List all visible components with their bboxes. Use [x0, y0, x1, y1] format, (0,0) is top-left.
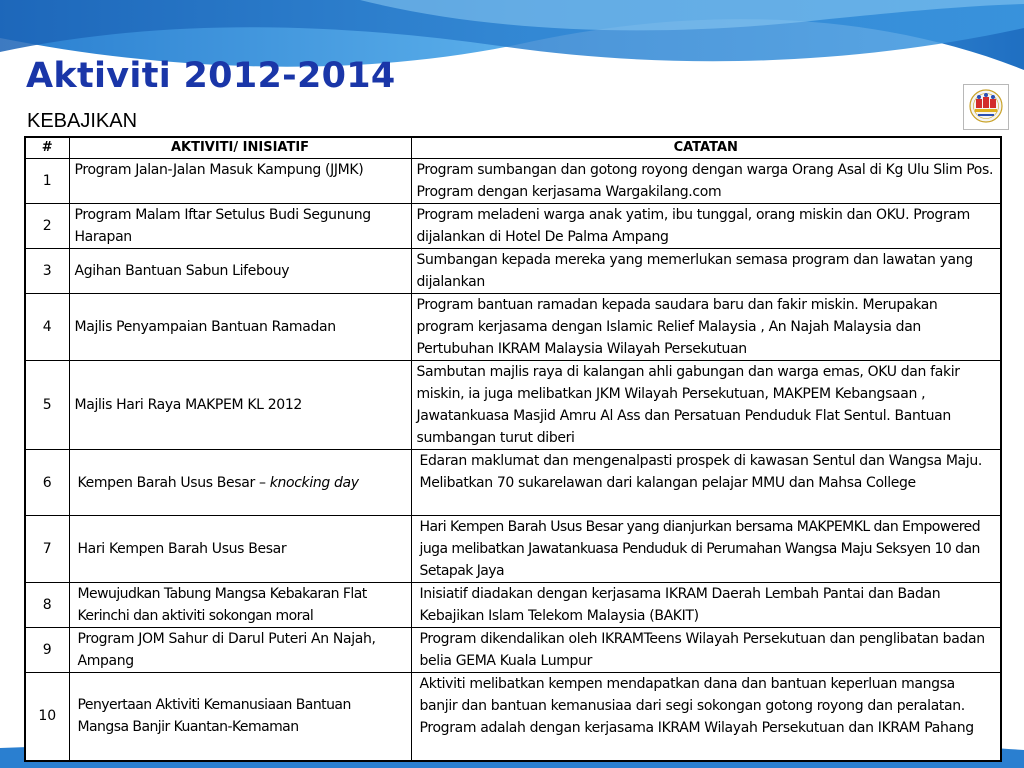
row-activity: Penyertaan Aktiviti Kemanusiaan Bantuan Mangsa Banjir Kuantan-Kemaman — [69, 673, 411, 761]
column-header-notes: CATATAN — [411, 137, 1001, 159]
row-activity: Agihan Bantuan Sabun Lifebouy — [69, 249, 411, 294]
row-activity: Program JOM Sahur di Darul Puteri An Najah, Ampang — [69, 628, 411, 673]
row-activity — [69, 450, 411, 516]
table-row — [25, 673, 1001, 761]
table-row — [25, 628, 1001, 673]
table-row — [25, 204, 1001, 249]
row-activity-emphasis: knocking day — [269, 474, 359, 491]
row-notes: Program meladeni warga anak yatim, ibu tunggal, orang miskin dan OKU. Program dijalankan di Hotel De Palma Ampang — [411, 204, 1001, 249]
table-row — [25, 249, 1001, 294]
row-number: 6 — [25, 450, 69, 516]
row-activity: Program Jalan-Jalan Masuk Kampung (JJMK) — [69, 159, 411, 204]
row-number: 3 — [25, 249, 69, 294]
table-row — [25, 450, 1001, 516]
row-activity: Mewujudkan Tabung Mangsa Kebakaran Flat Kerinchi dan aktiviti sokongan moral — [69, 583, 411, 628]
section-subtitle: KEBAJIKAN — [27, 110, 138, 132]
row-activity: Majlis Hari Raya MAKPEM KL 2012 — [69, 361, 411, 450]
row-number: 7 — [25, 516, 69, 583]
row-notes: Program dikendalikan oleh IKRAMTeens Wilayah Persekutuan dan penglibatan badan belia GEMA Kuala Lumpur — [411, 628, 1001, 673]
organization-logo-icon — [963, 84, 1009, 130]
row-number: 10 — [25, 673, 69, 761]
table-row — [25, 583, 1001, 628]
row-notes: Program bantuan ramadan kepada saudara baru dan fakir miskin. Merupakan program kerjasama dengan Islamic Relief Malaysia , An Najah Malaysia dan Pertubuhan IKRAM Malaysia Wilayah Persekutuan — [411, 294, 1001, 361]
row-notes: Sambutan majlis raya di kalangan ahli gabungan dan warga emas, OKU dan fakir miskin, ia juga melibatkan JKM Wilayah Persekutuan, MAKPEM Kebangsaan , Jawatankuasa Masjid Amru Al Ass dan Persatuan Penduduk Flat Sentul. Bantuan sumbangan turut diberi — [411, 361, 1001, 450]
row-number: 2 — [25, 204, 69, 249]
row-notes: Sumbangan kepada mereka yang memerlukan semasa program dan lawatan yang dijalankan — [411, 249, 1001, 294]
row-activity-text: Kempen Barah Usus Besar – — [77, 474, 270, 491]
column-header-activity: AKTIVITI/ INISIATIF — [69, 137, 411, 159]
column-header-number: # — [25, 137, 69, 159]
row-notes: Hari Kempen Barah Usus Besar yang dianjurkan bersama MAKPEMKL dan Empowered juga melibatkan Jawatankuasa Penduduk di Perumahan Wangsa Maju Seksyen 10 dan Setapak Jaya — [411, 516, 1001, 583]
row-notes: Edaran maklumat dan mengenalpasti prospek di kawasan Sentul dan Wangsa Maju. Melibatkan 70 sukarelawan dari kalangan pelajar MMU dan Mahsa College — [411, 450, 1001, 516]
row-number: 4 — [25, 294, 69, 361]
activities-table — [24, 136, 1002, 762]
row-number: 5 — [25, 361, 69, 450]
row-activity: Hari Kempen Barah Usus Besar — [69, 516, 411, 583]
table-row — [25, 159, 1001, 204]
row-activity: Program Malam Iftar Setulus Budi Segunung Harapan — [69, 204, 411, 249]
row-notes: Inisiatif diadakan dengan kerjasama IKRAM Daerah Lembah Pantai dan Badan Kebajikan Islam Telekom Malaysia (BAKIT) — [411, 583, 1001, 628]
slide-title: Aktiviti 2012-2014 — [26, 56, 396, 96]
table-header-row — [25, 137, 1001, 159]
table-row — [25, 294, 1001, 361]
row-number: 8 — [25, 583, 69, 628]
row-number: 9 — [25, 628, 69, 673]
row-number: 1 — [25, 159, 69, 204]
row-activity: Majlis Penyampaian Bantuan Ramadan — [69, 294, 411, 361]
table-row — [25, 361, 1001, 450]
row-notes: Program sumbangan dan gotong royong dengan warga Orang Asal di Kg Ulu Slim Pos. Program dengan kerjasama Wargakilang.com — [411, 159, 1001, 204]
row-notes: Aktiviti melibatkan kempen mendapatkan dana dan bantuan keperluan mangsa banjir dan bantuan kemanusiaa dari segi sokongan gotong royong dan peralatan. Program adalah dengan kerjasama IKRAM Wilayah Persekutuan dan IKRAM Pahang — [411, 673, 1001, 761]
table-row — [25, 516, 1001, 583]
